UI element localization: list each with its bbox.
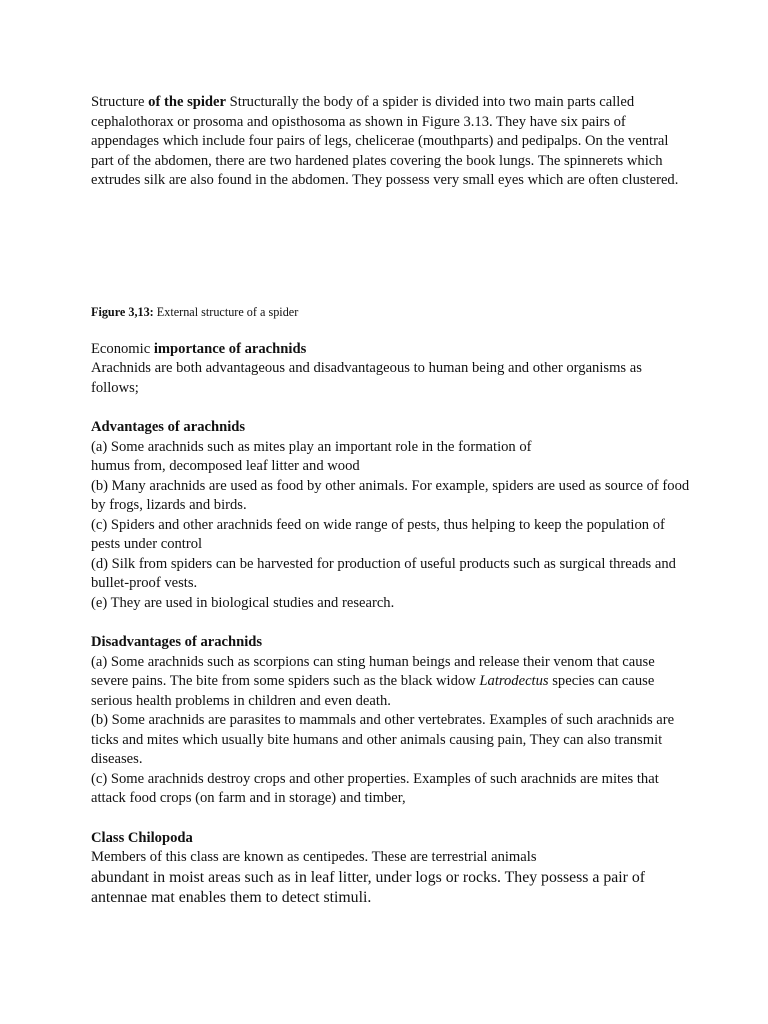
economic-heading-bold: importance of arachnids [153, 340, 307, 357]
economic-heading-plain: Economic [91, 340, 154, 357]
figure-caption-text: External structure of a spider [153, 304, 299, 319]
figure-placeholder [91, 191, 691, 304]
intro-lead-bold: of the spider [148, 94, 226, 110]
chilopoda-heading [91, 829, 691, 849]
advantage-c: (c) Spiders and other arachnids feed on wide range of pests, thus helping to keep the population of pests under control [91, 516, 665, 552]
disadvantage-a-pre: (a) Some arachnids such as scorpions can sting human beings and release their venom that cause severe pains. The bite from some spiders such as the black widow [91, 653, 655, 689]
disadvantages-heading [91, 633, 691, 653]
figure-label: Figure 3,13: [91, 304, 154, 319]
disadvantages-heading-text: Disadvantages of arachnids [91, 634, 263, 650]
advantage-a-line2: humus from, decomposed leaf litter and wood [91, 458, 360, 474]
advantage-e: (e) They are used in biological studies and research. [91, 594, 395, 611]
chilopoda-text: abundant in moist areas such as in leaf litter, under logs or rocks. They possess a pair of antennae mat enables them to detect stimuli. [91, 868, 646, 906]
advantage-b: (b) Many arachnids are used as food by other animals. For example, spiders are used as source of food by frogs, lizards and birds. [91, 477, 690, 513]
disadvantage-a-post: species can cause serious health problems in children and even death. [91, 673, 655, 709]
chilopoda-section [91, 829, 691, 909]
advantage-a-line1: (a) Some arachnids such as mites play an important role in the formation of [91, 438, 532, 455]
document-page [91, 93, 691, 909]
advantages-heading-text: Advantages of arachnids [91, 419, 246, 435]
intro-lead: Structure [91, 94, 149, 110]
chilopoda-heading-text: Class Chilopoda [91, 829, 193, 846]
economic-section [91, 340, 691, 399]
disadvantage-c: (c) Some arachnids destroy crops and other properties. Examples of such arachnids are mites that attack food crops (on farm and in storage) and timber, [91, 770, 659, 806]
economic-heading [91, 340, 691, 360]
disadvantages-section [91, 633, 691, 809]
disadvantage-a-italic: Latrodectus [479, 673, 549, 689]
chilopoda-line1: Members of this class are known as centipedes. These are terrestrial animals [91, 849, 537, 865]
intro-paragraph [91, 93, 691, 191]
economic-text: Arachnids are both advantageous and disadvantageous to human being and other organisms as follows; [91, 360, 642, 396]
advantage-d: (d) Silk from spiders can be harvested for production of useful products such as surgical threads and bullet-proof vests. [91, 555, 676, 591]
disadvantage-b: (b) Some arachnids are parasites to mammals and other vertebrates. Examples of such arachnids are ticks and mites which usually bite humans and other animals causing pain, They can also transmit diseases. [91, 712, 675, 767]
disadvantage-a [91, 653, 691, 712]
intro-text: Structurally the body of a spider is divided into two main parts called cephalothorax or prosoma and opisthosoma as shown in Figure 3.13. They have six pairs of appendages which include four pairs of legs, chelicerae (mouthparts) and pedipalps. On the ventral part of the abdomen, there are two hardened plates covering the book lungs. The spinnerets which extrudes silk are also found in the abdomen. They possess very small eyes which are often clustered. [91, 94, 679, 188]
advantages-section [91, 418, 691, 613]
figure-caption [91, 304, 691, 320]
advantages-heading [91, 418, 691, 438]
